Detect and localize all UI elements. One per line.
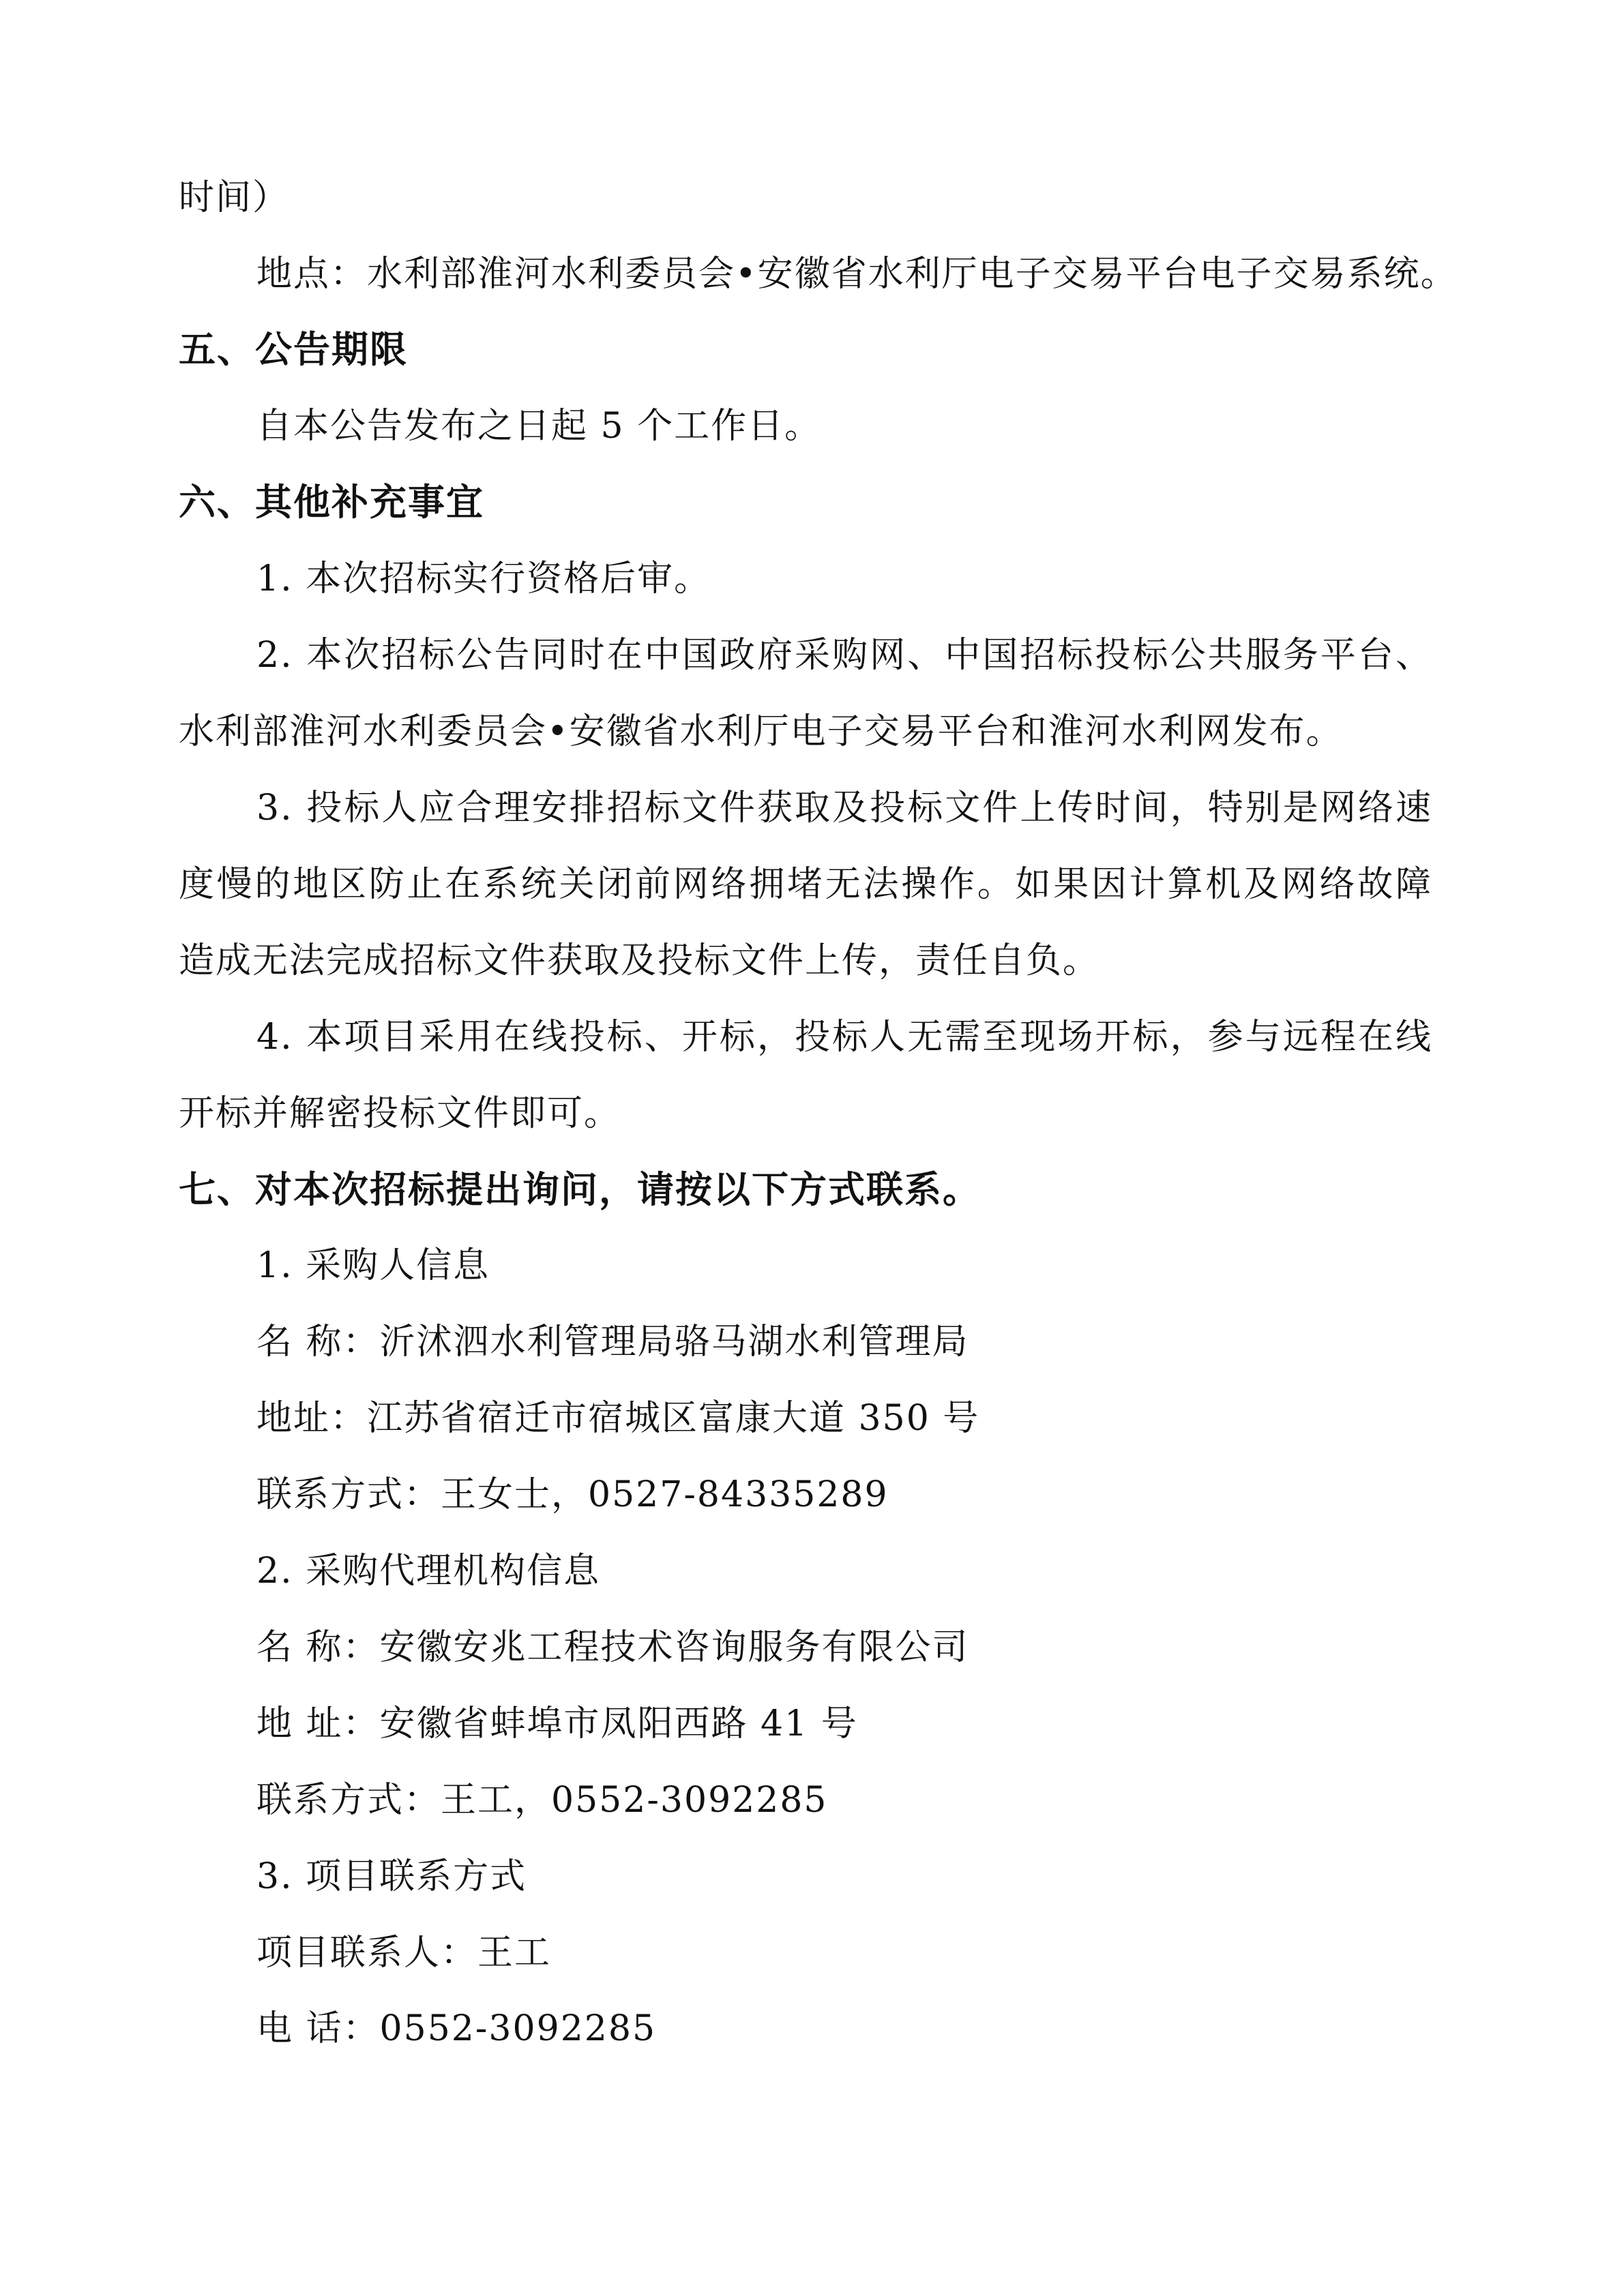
paragraph-line: 自本公告发布之日起 5 个工作日。 (256, 406, 822, 447)
paragraph-line: 电 话：0552-3092285 (256, 2008, 657, 2049)
paragraph-line: 联系方式：王女士，0527-84335289 (256, 1474, 889, 1515)
section-heading: 七、对本次招标提出询问，请按以下方式联系。 (179, 1168, 981, 1211)
section-heading: 六、其他补充事宜 (179, 481, 484, 524)
paragraph-line: 时间） (179, 177, 290, 218)
paragraph-line: 地址：江苏省宿迁市宿城区富康大道 350 号 (256, 1398, 980, 1439)
paragraph-line: 造成无法完成招标文件获取及投标文件上传，责任自负。 (179, 940, 1100, 981)
paragraph-line: 1. 本次招标实行资格后审。 (256, 558, 711, 599)
paragraph-line: 3. 投标人应合理安排招标文件获取及投标文件上传时间，特别是网络速 (256, 788, 1432, 829)
paragraph-line: 3. 项目联系方式 (256, 1856, 527, 1897)
paragraph-line: 水利部淮河水利委员会•安徽省水利厅电子交易平台和淮河水利网发布。 (179, 711, 1343, 752)
paragraph-line: 名 称：安徽安兆工程技术咨询服务有限公司 (256, 1627, 969, 1668)
paragraph-line: 地 址：安徽省蚌埠市凤阳西路 41 号 (256, 1703, 858, 1744)
paragraph-line: 4. 本项目采用在线投标、开标，投标人无需至现场开标，参与远程在线 (256, 1017, 1432, 1058)
paragraph-line: 项目联系人：王工 (256, 1933, 552, 1973)
section-heading: 五、公告期限 (179, 328, 408, 371)
paragraph-line: 1. 采购人信息 (256, 1245, 490, 1286)
paragraph-line: 开标并解密投标文件即可。 (179, 1093, 621, 1134)
paragraph-line: 地点：水利部淮河水利委员会•安徽省水利厅电子交易平台电子交易系统。 (256, 254, 1458, 295)
paragraph-line: 2. 本次招标公告同时在中国政府采购网、中国招标投标公共服务平台、 (256, 635, 1432, 676)
paragraph-line: 度慢的地区防止在系统关闭前网络拥堵无法操作。如果因计算机及网络故障 (179, 864, 1432, 905)
paragraph-line: 联系方式：王工，0552-3092285 (256, 1780, 828, 1821)
paragraph-line: 2. 采购代理机构信息 (256, 1551, 601, 1592)
paragraph-line: 名 称：沂沭泗水利管理局骆马湖水利管理局 (256, 1322, 969, 1362)
